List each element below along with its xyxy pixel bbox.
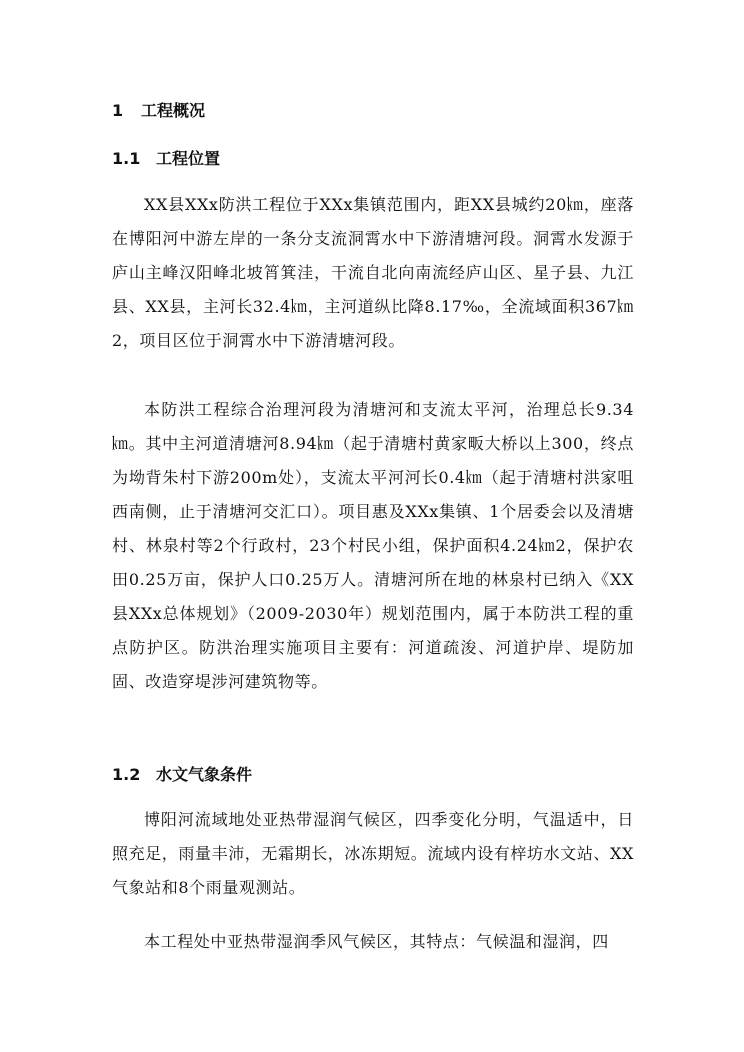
section-number: 1.2 <box>112 765 141 784</box>
paragraph-location-2: 本防洪工程综合治理河段为清塘河和支流太平河，治理总长9.34㎞。其中主河道清塘河8.94㎞（起于清塘村黄家畈大桥以上300，终点为坳背朱村下游200m处），支流太平河河长0.4㎞（起于清塘村洪家咀西南侧，止于清塘河交汇口）。项目惠及XXx集镇、1个居委会以及清塘村、林泉村等2个行政村，23个村民小组，保护面积4.24㎞2，保护农田0.25万亩，保护人口0.25万人。清塘河所在地的林泉村已纳入《XX县XXx总体规划》（2009-2030年）规划范围内，属于本防洪工程的重点防护区。防洪治理实施项目主要有：河道疏浚、河道护岸、堤防加固、改造穿堤涉河建筑物等。 <box>112 400 634 691</box>
section-title: 水文气象条件 <box>156 765 253 784</box>
section-1-2-heading <box>112 765 252 785</box>
section-1-1-heading <box>112 149 220 169</box>
paragraph-climate-2: 本工程处中亚热带湿润季风气候区，其特点：气候温和湿润，四 <box>144 932 609 951</box>
paragraph-location-1: XX县XXx防洪工程位于XXx集镇范围内，距XX县城约20㎞，座落在博阳河中游左岸的一条分支流洞霄水中下游清塘河段。洞霄水发源于庐山主峰汉阳峰北坡筲箕洼，干流自北向南流经庐山区、星子县、九江县、XX县，主河长32.4㎞，主河道纵比降8.17‰，全流域面积367㎞2，项目区位于洞霄水中下游清塘河段。 <box>112 195 634 350</box>
section-title: 工程概况 <box>141 101 206 120</box>
section-number: 1 <box>112 101 124 120</box>
section-number: 1.1 <box>112 149 141 168</box>
paragraph-climate-1: 博阳河流域地处亚热带湿润气候区，四季变化分明，气温适中，日照充足，雨量丰沛，无霜期长，冰冻期短。流域内设有梓坊水文站、XX气象站和8个雨量观测站。 <box>112 810 634 897</box>
section-title: 工程位置 <box>156 149 221 168</box>
section-1-heading <box>112 101 205 121</box>
